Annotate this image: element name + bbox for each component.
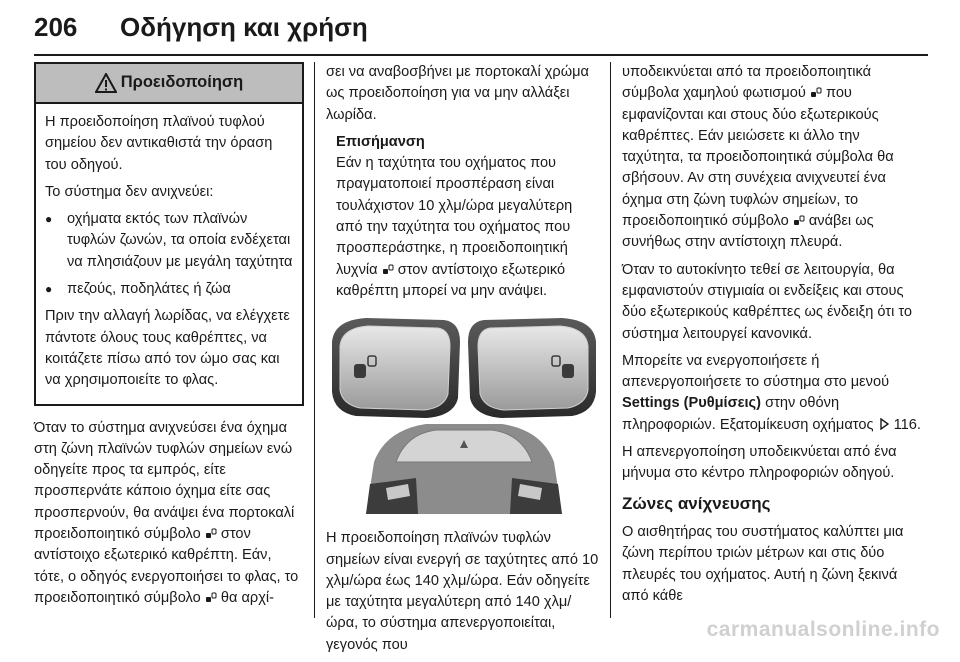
- page-reference-arrow-icon[interactable]: [878, 418, 890, 430]
- body-paragraph: Ο αισθητήρας του συστήματος καλύπτει μια ζώνη περίπου τριών μέτρων και στις δύο πλευρές του οχήματος. Αυτή η ζώνη ξεκινά από κάθε: [622, 523, 904, 604]
- note-text: [336, 153, 600, 302]
- warning-title: Προειδοποίηση: [120, 73, 244, 92]
- body-paragraph: [34, 418, 304, 610]
- column-divider: [314, 62, 315, 618]
- side-mirrors-illustration: [326, 312, 602, 514]
- section-title: Ζώνες ανίχνευσης: [622, 493, 771, 513]
- text-run: υποδεικνύεται από τα προειδοποιητικά σύμβολα χαμηλού φωτισμού: [622, 64, 872, 102]
- note-title: Επισήμανση: [336, 133, 425, 150]
- text-run: ανάβει ως συνήθως στην αντίστοιχη πλευρά.: [622, 213, 874, 251]
- warning-header: [36, 64, 302, 104]
- running-title: Οδήγηση και χρήση: [120, 12, 368, 42]
- column-1: [34, 62, 304, 615]
- column-2: [326, 62, 600, 662]
- text-run: που εμφανίζονται και στους δύο εξωτερικούς καθρέπτες. Εάν μειώσετε κι άλλο την ταχύτητα, τα προειδοποιητικά σύμβολα θα σβήσουν. Αν στη συνέχεια ανιχνευτεί ένα όχημα στη ζώνη τυφλών σημείων, το προειδοποιητικό σύμβολο: [622, 85, 894, 230]
- body-paragraph: Η προειδοποίηση πλαϊνών τυφλών σημείων είναι ενεργή σε ταχύτητες από 10 χλμ/ώρα έως 140 χλμ/ώρα. Εάν οδηγείτε με ταχύτητα μεγαλύτερη από 140 χλμ/ώρα, το σύστημα απενεργοποιείται, γεγονός που: [326, 530, 599, 653]
- header-rule: [34, 54, 928, 56]
- blind-spot-car-icon: [205, 591, 217, 603]
- warning-paragraph: Το σύστημα δεν ανιχνεύει:: [45, 183, 214, 200]
- body-paragraph: [622, 351, 922, 436]
- watermark: carmanualsonline.info: [706, 618, 940, 641]
- text-run: στον αντίστοιχο εξωτερικό καθρέπτη. Εάν, τότε, ο οδηγός ενεργοποιήσει το φλας, το προειδοποιητικό σύμβολο: [34, 526, 299, 606]
- text-run: θα αρχί-: [220, 589, 274, 606]
- text-run: Εάν η ταχύτητα του οχήματος που πραγματοποιεί προσπέραση είναι τουλάχιστον 10 χλμ/ώρα μεγαλύτερη από την ταχύτητα του οχήματος που προσπεράστηκε, η προειδοποιητική λυχνία: [336, 155, 573, 278]
- text-run: στον αντίστοιχο εξωτερικό καθρέπτη μπορεί να μην ανάψει.: [336, 261, 566, 299]
- warning-triangle-icon: [95, 73, 117, 93]
- warning-paragraph: Πριν την αλλαγή λωρίδας, να ελέγχετε πάντοτε όλους τους καθρέπτες, να κοιτάζετε πίσω από τον ώμο σας και να χρησιμοποιείτε το φλας.: [45, 308, 290, 389]
- warning-paragraph: Η προειδοποίηση πλαϊνού τυφλού σημείου δεν αντικαθιστά την όραση του οδηγού.: [45, 114, 273, 173]
- body-paragraph: σει να αναβοσβήνει με πορτοκαλί χρώμα ως προειδοποίηση για να μην αλλάξει λωρίδα.: [326, 64, 589, 123]
- warning-list-item: ● οχήματα εκτός των πλαϊνών τυφλών ζωνών, τα οποία ενδέχεται να πλησιάζουν με μεγάλη ταχύτητα: [45, 209, 293, 273]
- column-divider: [610, 62, 611, 618]
- warning-list-item: ● πεζούς, ποδηλάτες ή ζώα: [45, 279, 293, 300]
- body-paragraph: [622, 62, 922, 254]
- warning-box: [34, 62, 304, 406]
- page-header: [0, 0, 960, 54]
- blind-spot-car-icon: [793, 214, 805, 226]
- page-reference[interactable]: 116.: [893, 416, 921, 433]
- warning-list: [45, 209, 293, 300]
- body-paragraph: Όταν το αυτοκίνητο τεθεί σε λειτουργία, θα εμφανιστούν στιγμιαία οι ενδείξεις και στους δύο εξωτερικούς καθρέπτες ως ένδειξη ότι το σύστημα λειτουργεί κανονικά.: [622, 261, 913, 342]
- text-run: Μπορείτε να ενεργοποιήσετε ή απενεργοποιήσετε το σύστημα στο μενού: [622, 352, 890, 391]
- menu-name: Settings (Ρυθμίσεις): [622, 395, 761, 412]
- note-block: [326, 132, 600, 302]
- body-paragraph: Η απενεργοποίηση υποδεικνύεται από ένα μήνυμα στο κέντρο πληροφοριών οδηγού.: [622, 444, 897, 482]
- warning-body: [36, 104, 302, 404]
- blind-spot-car-icon: [810, 86, 822, 98]
- text-run: στην οθόνη πληροφοριών. Εξατομίκευση οχήματος: [622, 395, 874, 433]
- column-3: [622, 62, 922, 613]
- blind-spot-car-icon: [382, 263, 394, 275]
- blind-spot-car-icon: [205, 527, 217, 539]
- text-run: Όταν το σύστημα ανιχνεύσει ένα όχημα στη ζώνη πλαϊνών τυφλών σημείων ενώ οδηγείτε προς τα εμπρός, είτε προσπερνάτε κάποιο όχημα είτε σας προσπερνούν, θα ανάψει ένα πορτοκαλί προειδοποιητικό σύμβολο: [34, 419, 295, 543]
- page-number: 206: [34, 12, 78, 42]
